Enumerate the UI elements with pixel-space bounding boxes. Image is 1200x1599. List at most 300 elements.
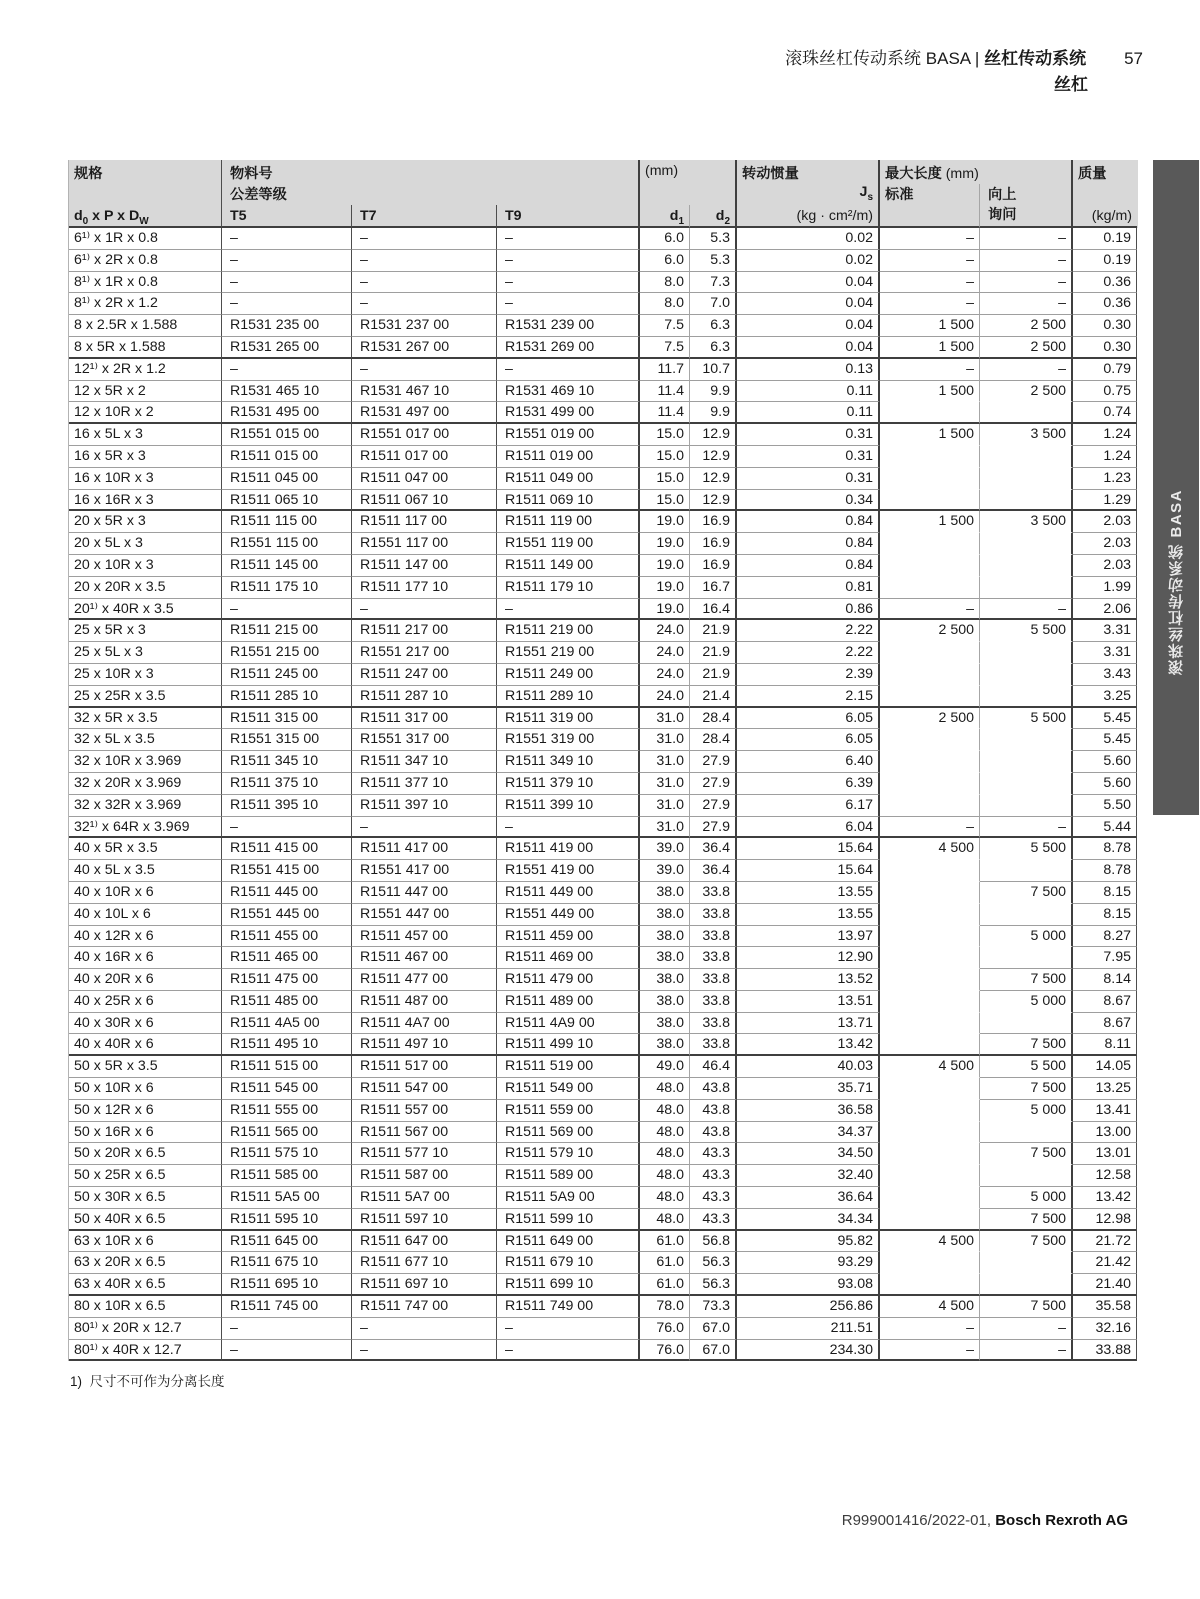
cell: 63 x 10R x 6 [69, 1231, 222, 1253]
cell: 33.8 [690, 991, 737, 1013]
cell: 28.4 [690, 729, 737, 751]
cell: 8.27 [1073, 926, 1137, 948]
cell: 67.0 [690, 1340, 737, 1362]
cell: 1.99 [1073, 577, 1137, 599]
cell: 13.01 [1073, 1143, 1137, 1165]
cell: 93.29 [737, 1252, 880, 1274]
cell [980, 468, 1073, 490]
cell: 211.51 [737, 1318, 880, 1340]
cell: 24.0 [640, 686, 690, 708]
cell: 19.0 [640, 599, 690, 621]
table-row [69, 1165, 1138, 1187]
cell: 11.4 [640, 402, 690, 424]
cell: 0.34 [737, 490, 880, 512]
cell [880, 991, 980, 1013]
cell: 5 500 [980, 708, 1073, 730]
cell: R1511 545 00 [222, 1078, 352, 1100]
cell: R1511 065 10 [222, 490, 352, 512]
cell: R1511 597 10 [352, 1209, 497, 1231]
cell: 0.30 [1073, 337, 1137, 359]
cell: 0.19 [1073, 228, 1137, 250]
cell: 14.05 [1073, 1056, 1137, 1078]
cell: R1511 147 00 [352, 555, 497, 577]
cell: 27.9 [690, 817, 737, 839]
cell: R1511 549 00 [497, 1078, 640, 1100]
header-mass: 质量 [1078, 166, 1107, 182]
cell: – [880, 1318, 980, 1340]
table-row [69, 250, 1138, 272]
cell: R1551 445 00 [222, 904, 352, 926]
cell: 27.9 [690, 751, 737, 773]
cell [980, 795, 1073, 817]
cell: 32.16 [1073, 1318, 1137, 1340]
cell: 43.3 [690, 1143, 737, 1165]
cell: 5 000 [980, 926, 1073, 948]
cell: 38.0 [640, 882, 690, 904]
cell: 8.11 [1073, 1034, 1137, 1056]
cell: R1511 517 00 [352, 1056, 497, 1078]
cell: R1531 499 00 [497, 402, 640, 424]
cell: 43.3 [690, 1209, 737, 1231]
cell: 8.67 [1073, 991, 1137, 1013]
table-row [69, 359, 1138, 381]
cell: R1511 445 00 [222, 882, 352, 904]
table-row [69, 1056, 1138, 1078]
cell: R1511 647 00 [352, 1231, 497, 1253]
cell: 21.4 [690, 686, 737, 708]
cell: 40 x 12R x 6 [69, 926, 222, 948]
cell: 48.0 [640, 1078, 690, 1100]
cell: 16.4 [690, 599, 737, 621]
cell: – [222, 293, 352, 315]
table-row [69, 795, 1138, 817]
cell: 6.05 [737, 708, 880, 730]
cell: 0.36 [1073, 293, 1137, 315]
cell: 34.50 [737, 1143, 880, 1165]
cell: R1551 417 00 [352, 860, 497, 882]
cell: 24.0 [640, 664, 690, 686]
cell: R1511 379 10 [497, 773, 640, 795]
cell: 48.0 [640, 1100, 690, 1122]
cell: 32 x 32R x 3.969 [69, 795, 222, 817]
cell: 40 x 5L x 3.5 [69, 860, 222, 882]
table-row [69, 838, 1138, 860]
cell: 32 x 5L x 3.5 [69, 729, 222, 751]
table-row [69, 555, 1138, 577]
cell: R1511 465 00 [222, 947, 352, 969]
cell: 7 500 [980, 1296, 1073, 1318]
table-row [69, 729, 1138, 751]
cell: 31.0 [640, 773, 690, 795]
table-row [69, 1122, 1138, 1144]
cell: 43.8 [690, 1122, 737, 1144]
page-subtitle: 丝杠 [1054, 75, 1088, 94]
cell: 31.0 [640, 708, 690, 730]
cell: 36.4 [690, 860, 737, 882]
cell: R1511 179 10 [497, 577, 640, 599]
cell: 38.0 [640, 969, 690, 991]
cell [880, 1209, 980, 1231]
cell [980, 686, 1073, 708]
table-row [69, 664, 1138, 686]
page-footer [842, 1512, 1128, 1529]
cell: 5.45 [1073, 708, 1137, 730]
cell: 2 500 [980, 381, 1073, 403]
cell: R1511 049 00 [497, 468, 640, 490]
cell [880, 1143, 980, 1165]
cell: 25 x 10R x 3 [69, 664, 222, 686]
cell: 48.0 [640, 1187, 690, 1209]
table-row [69, 620, 1138, 642]
cell: R1511 395 10 [222, 795, 352, 817]
cell: R1511 585 00 [222, 1165, 352, 1187]
cell: 31.0 [640, 817, 690, 839]
cell: 49.0 [640, 1056, 690, 1078]
table-row [69, 708, 1138, 730]
cell: R1531 495 00 [222, 402, 352, 424]
cell: R1511 469 00 [497, 947, 640, 969]
table-row [69, 751, 1138, 773]
cell: 0.30 [1073, 315, 1137, 337]
cell: – [352, 359, 497, 381]
table-row [69, 1296, 1138, 1318]
cell: 24.0 [640, 620, 690, 642]
cell: R1551 219 00 [497, 642, 640, 664]
cell: R1511 017 00 [352, 446, 497, 468]
cell: 7 500 [980, 1143, 1073, 1165]
cell: R1511 589 00 [497, 1165, 640, 1187]
cell: 48.0 [640, 1165, 690, 1187]
cell: – [497, 359, 640, 381]
cell: R1511 599 10 [497, 1209, 640, 1231]
cell: – [222, 1340, 352, 1362]
cell [980, 1013, 1073, 1035]
chapter-tab [1153, 160, 1199, 815]
table-header [69, 160, 1138, 228]
product-table [68, 160, 1138, 1361]
cell [980, 642, 1073, 664]
cell: 8.14 [1073, 969, 1137, 991]
header-d1: $d_1$ [640, 205, 690, 228]
cell: R1511 467 00 [352, 947, 497, 969]
cell: 7.5 [640, 315, 690, 337]
cell: R1511 519 00 [497, 1056, 640, 1078]
cell: R1511 349 10 [497, 751, 640, 773]
cell: R1511 747 00 [352, 1296, 497, 1318]
cell: 35.71 [737, 1078, 880, 1100]
cell: R1511 287 10 [352, 686, 497, 708]
cell: 2 500 [980, 315, 1073, 337]
cell: – [497, 1318, 640, 1340]
header-maxlen: 最大长度 (mm) [880, 160, 1073, 184]
header-onrequest-2: 询问 [980, 205, 1073, 228]
cell: R1511 485 00 [222, 991, 352, 1013]
cell: R1511 419 00 [497, 838, 640, 860]
cell: 80 x 10R x 6.5 [69, 1296, 222, 1318]
cell: 32 x 10R x 3.969 [69, 751, 222, 773]
cell: 12.9 [690, 424, 737, 446]
cell: R1511 477 00 [352, 969, 497, 991]
cell: 16.9 [690, 555, 737, 577]
cell: R1511 489 00 [497, 991, 640, 1013]
cell: 9.9 [690, 381, 737, 403]
cell [980, 1165, 1073, 1187]
table-row [69, 969, 1138, 991]
cell: R1551 415 00 [222, 860, 352, 882]
cell: 7 500 [980, 1209, 1073, 1231]
cell [980, 773, 1073, 795]
cell [980, 1252, 1073, 1274]
cell [980, 490, 1073, 512]
cell: 8.0 [640, 293, 690, 315]
cell [880, 402, 980, 424]
cell: 78.0 [640, 1296, 690, 1318]
cell: 1 500 [880, 337, 980, 359]
cell: R1511 019 00 [497, 446, 640, 468]
cell: 73.3 [690, 1296, 737, 1318]
cell: R1511 175 10 [222, 577, 352, 599]
cell: 3 500 [980, 424, 1073, 446]
cell: 13.41 [1073, 1100, 1137, 1122]
cell [880, 642, 980, 664]
cell: 16.9 [690, 533, 737, 555]
cell: 1.24 [1073, 424, 1137, 446]
cell [880, 1252, 980, 1274]
cell: 1.29 [1073, 490, 1137, 512]
cell [880, 1034, 980, 1056]
cell: 16 x 5L x 3 [69, 424, 222, 446]
cell: R1511 679 10 [497, 1252, 640, 1274]
cell: 7.5 [640, 337, 690, 359]
cell: R1531 265 00 [222, 337, 352, 359]
page-number: 57 [1124, 49, 1143, 68]
cell: 93.08 [737, 1274, 880, 1296]
cell [980, 729, 1073, 751]
table-row [69, 1078, 1138, 1100]
cell: 0.31 [737, 468, 880, 490]
table-row [69, 1187, 1138, 1209]
table-row [69, 315, 1138, 337]
cell: 8¹⁾ x 2R x 1.2 [69, 293, 222, 315]
cell: R1511 177 10 [352, 577, 497, 599]
cell: 0.31 [737, 424, 880, 446]
cell: 0.84 [737, 555, 880, 577]
cell: R1551 117 00 [352, 533, 497, 555]
cell: R1551 119 00 [497, 533, 640, 555]
cell: R1511 595 10 [222, 1209, 352, 1231]
cell: – [880, 228, 980, 250]
cell: R1511 749 00 [497, 1296, 640, 1318]
cell: R1511 285 10 [222, 686, 352, 708]
cell [980, 904, 1073, 926]
cell: R1511 397 10 [352, 795, 497, 817]
cell: R1511 119 00 [497, 511, 640, 533]
cell: 76.0 [640, 1340, 690, 1362]
cell: 40 x 40R x 6 [69, 1034, 222, 1056]
table-row [69, 293, 1138, 315]
footnote: 1) 尺寸不可作为分离长度 [70, 1374, 225, 1389]
cell: 234.30 [737, 1340, 880, 1362]
cell: – [222, 1318, 352, 1340]
cell: 48.0 [640, 1209, 690, 1231]
cell: 25 x 5L x 3 [69, 642, 222, 664]
breadcrumb: 滚珠丝杠传动系统 BASA | [785, 49, 985, 68]
cell: 0.04 [737, 293, 880, 315]
cell: 2.03 [1073, 511, 1137, 533]
cell: 5 500 [980, 1056, 1073, 1078]
cell: – [980, 250, 1073, 272]
cell: R1511 745 00 [222, 1296, 352, 1318]
cell: 33.8 [690, 904, 737, 926]
cell [880, 577, 980, 599]
cell: R1531 497 00 [352, 402, 497, 424]
cell: R1511 245 00 [222, 664, 352, 686]
cell: 3.31 [1073, 642, 1137, 664]
cell: 20 x 10R x 3 [69, 555, 222, 577]
cell: 4 500 [880, 1296, 980, 1318]
cell: 13.55 [737, 882, 880, 904]
cell [880, 446, 980, 468]
cell: 2.03 [1073, 533, 1137, 555]
cell: R1551 317 00 [352, 729, 497, 751]
cell: 2 500 [980, 337, 1073, 359]
cell: 5 000 [980, 1187, 1073, 1209]
cell: 48.0 [640, 1143, 690, 1165]
cell: 5.60 [1073, 751, 1137, 773]
cell: 50 x 16R x 6 [69, 1122, 222, 1144]
cell: R1551 449 00 [497, 904, 640, 926]
cell: 21.9 [690, 642, 737, 664]
cell: – [352, 1340, 497, 1362]
cell [980, 446, 1073, 468]
cell: – [352, 1318, 497, 1340]
header-js-unit: (kg · cm²/m) [737, 205, 880, 228]
cell: – [497, 272, 640, 294]
cell: 12 x 10R x 2 [69, 402, 222, 424]
cell: 0.19 [1073, 250, 1137, 272]
cell: – [880, 1340, 980, 1362]
cell: 2.39 [737, 664, 880, 686]
cell: 5 000 [980, 1100, 1073, 1122]
cell: R1511 069 10 [497, 490, 640, 512]
cell: 50 x 12R x 6 [69, 1100, 222, 1122]
table-row [69, 337, 1138, 359]
cell [980, 577, 1073, 599]
cell: 7.95 [1073, 947, 1137, 969]
cell: 63 x 40R x 6.5 [69, 1274, 222, 1296]
cell: 46.4 [690, 1056, 737, 1078]
cell: 6.17 [737, 795, 880, 817]
cell: 15.0 [640, 468, 690, 490]
cell: R1551 217 00 [352, 642, 497, 664]
cell: – [497, 293, 640, 315]
cell: R1511 487 00 [352, 991, 497, 1013]
table-row [69, 1013, 1138, 1035]
cell: 15.64 [737, 838, 880, 860]
header-onrequest-1: 向上 [980, 184, 1073, 205]
cell: R1511 347 10 [352, 751, 497, 773]
cell [880, 468, 980, 490]
cell: R1551 315 00 [222, 729, 352, 751]
cell: 50 x 10R x 6 [69, 1078, 222, 1100]
cell: – [980, 359, 1073, 381]
cell: 12.9 [690, 446, 737, 468]
cell: 19.0 [640, 533, 690, 555]
cell: – [352, 250, 497, 272]
cell: R1511 697 10 [352, 1274, 497, 1296]
cell: R1511 249 00 [497, 664, 640, 686]
cell: 36.64 [737, 1187, 880, 1209]
cell: 38.0 [640, 1034, 690, 1056]
cell: R1511 695 10 [222, 1274, 352, 1296]
cell: 34.34 [737, 1209, 880, 1231]
cell: 13.51 [737, 991, 880, 1013]
cell [880, 1122, 980, 1144]
chapter-tab-label: 滚珠丝杠传动系统 BASA [1167, 489, 1185, 676]
cell: 50 x 25R x 6.5 [69, 1165, 222, 1187]
header-mm: (mm) [640, 160, 737, 184]
table-row [69, 1252, 1138, 1274]
cell: R1511 497 10 [352, 1034, 497, 1056]
cell: 12 x 5R x 2 [69, 381, 222, 403]
cell: R1511 047 00 [352, 468, 497, 490]
cell: 40 x 10R x 6 [69, 882, 222, 904]
cell: R1551 015 00 [222, 424, 352, 446]
cell: 80¹⁾ x 40R x 12.7 [69, 1340, 222, 1362]
cell: 39.0 [640, 860, 690, 882]
cell: 95.82 [737, 1231, 880, 1253]
table-row [69, 1100, 1138, 1122]
header-js: $J_s$ [737, 184, 880, 205]
cell: R1511 315 00 [222, 708, 352, 730]
table-row [69, 402, 1138, 424]
cell: 1.23 [1073, 468, 1137, 490]
cell: – [352, 599, 497, 621]
cell: 12¹⁾ x 2R x 1.2 [69, 359, 222, 381]
cell: 13.42 [1073, 1187, 1137, 1209]
table-body [69, 228, 1138, 1361]
cell: R1531 239 00 [497, 315, 640, 337]
cell: 2.15 [737, 686, 880, 708]
cell: 61.0 [640, 1252, 690, 1274]
cell: 16 x 16R x 3 [69, 490, 222, 512]
cell: – [497, 228, 640, 250]
cell: R1531 235 00 [222, 315, 352, 337]
table-row [69, 817, 1138, 839]
cell: 40 x 30R x 6 [69, 1013, 222, 1035]
cell: R1511 577 10 [352, 1143, 497, 1165]
cell: 19.0 [640, 555, 690, 577]
cell: 25 x 5R x 3 [69, 620, 222, 642]
table-row [69, 686, 1138, 708]
cell [880, 533, 980, 555]
cell: 20 x 20R x 3.5 [69, 577, 222, 599]
cell: 7 500 [980, 969, 1073, 991]
header-mass-unit: (kg/m) [1073, 205, 1137, 228]
cell: 38.0 [640, 1013, 690, 1035]
cell: 15.0 [640, 490, 690, 512]
cell [880, 860, 980, 882]
cell: 33.8 [690, 1013, 737, 1035]
cell: R1511 417 00 [352, 838, 497, 860]
cell: R1511 375 10 [222, 773, 352, 795]
cell: 40 x 20R x 6 [69, 969, 222, 991]
cell [880, 555, 980, 577]
cell: R1531 237 00 [352, 315, 497, 337]
cell: R1511 515 00 [222, 1056, 352, 1078]
cell: 7.0 [690, 293, 737, 315]
table-row [69, 577, 1138, 599]
